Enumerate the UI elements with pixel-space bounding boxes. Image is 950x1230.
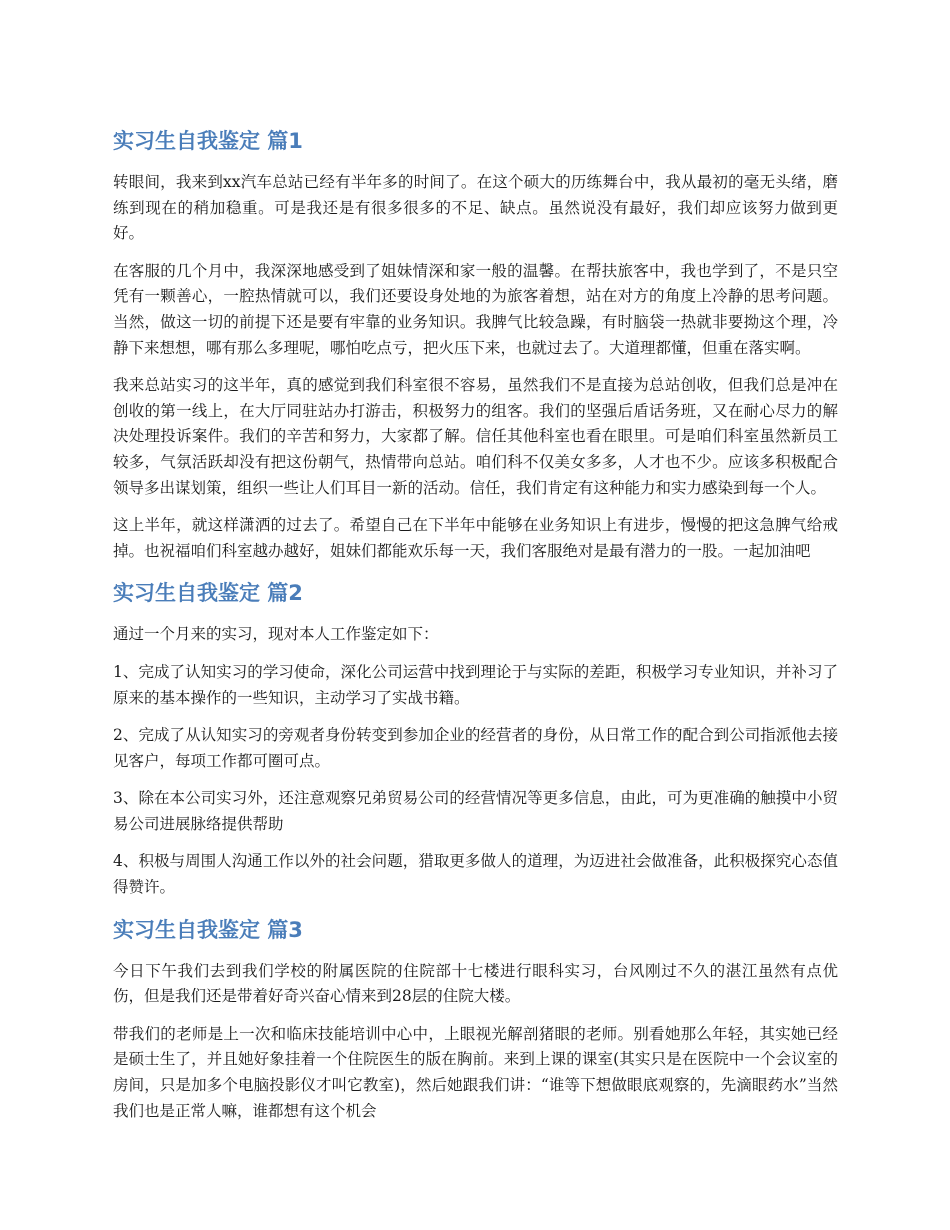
paragraph: 2、完成了从认知实习的旁观者身份转变到参加企业的经营者的身份，从日常工作的配合到公司指派他去接见客户，每项工作都可圈可点。 xyxy=(113,726,838,770)
section-title: 实习生自我鉴定 篇3 xyxy=(113,917,303,942)
paragraph: 4、积极与周围人沟通工作以外的社会问题，猎取更多做人的道理，为迈进社会做准备，此积极探究心态值得赞许。 xyxy=(113,852,838,897)
section-1 xyxy=(113,124,838,564)
paragraph: 通过一个月来的实习，现对本人工作鉴定如下： xyxy=(113,625,439,644)
paragraph: 我来总站实习的这半年，真的感觉到我们科室很不容易，虽然我们不是直接为总站创收，但我们总是冲在创收的第一线上，在大厅同驻站办打游击，积极努力的组客。我们的坚强后盾话务班，又在耐心尽力的解决处理投诉案件。我们的辛苦和努力，大家都了解。信任其他科室也看在眼里。可是咱们科室虽然新员工较多，气氛活跃却没有把这份朝气，热情带向总站。咱们科不仅美女多多，人才也不少。应该多积极配合领导多出谋划策，组织一些让人们耳目一新的活动。信任，我们肯定有这种能力和实力感染到每一个人。 xyxy=(113,376,838,497)
section-3 xyxy=(113,913,838,1125)
section-title: 实习生自我鉴定 篇2 xyxy=(113,581,303,606)
paragraph: 这上半年，就这样潇洒的过去了。希望自己在下半年中能够在业务知识上有进步，慢慢的把这急脾气给戒掉。也祝福咱们科室越办越好，姐妹们都能欢乐每一天，我们客服绝对是最有潜力的一股。一起加油吧 xyxy=(113,516,838,560)
paragraph: 带我们的老师是上一次和临床技能培训中心中，上眼视光解剖猪眼的老师。别看她那么年轻，其实她已经是硕士生了，并且她好象挂着一个住院医生的版在胸前。来到上课的课室(其实只是在医院中一个会议室的房间，只是加多个电脑投影仪才叫它教室)，然后她跟我们讲：“谁等下想做眼底观察的，先滴眼药水”当然我们也是正常人嘛，谁都想有这个机会 xyxy=(113,1024,838,1120)
paragraph: 转眼间，我来到xx汽车总站已经有半年多的时间了。在这个硕大的历练舞台中，我从最初的毫无头绪，磨练到现在的稍加稳重。可是我还是有很多很多的不足、缺点。虽然说没有最好，我们却应该努力做到更好。 xyxy=(113,173,838,243)
paragraph: 今日下午我们去到我们学校的附属医院的住院部十七楼进行眼科实习，台风刚过不久的湛江虽然有点优伤，但是我们还是带着好奇兴奋心情来到28层的住院大楼。 xyxy=(113,961,838,1006)
section-title: 实习生自我鉴定 篇1 xyxy=(113,129,303,153)
paragraph: 1、完成了认知实习的学习使命，深化公司运营中找到理论于与实际的差距，积极学习专业知识，并补习了原来的基本操作的一些知识，主动学习了实战书籍。 xyxy=(113,662,838,707)
section-2 xyxy=(113,576,838,900)
paragraph: 3、除在本公司实习外，还注意观察兄弟贸易公司的经营情况等更多信息，由此，可为更准确的触摸中小贸易公司进展脉络提供帮助 xyxy=(113,789,838,833)
paragraph: 在客服的几个月中，我深深地感受到了姐妹情深和家一般的温馨。在帮扶旅客中，我也学到了，不是只空凭有一颗善心，一腔热情就可以，我们还要设身处地的为旅客着想，站在对方的角度上冷静的思考问题。当然，做这一切的前提下还是要有牢靠的业务知识。我脾气比较急躁，有时脑袋一热就非要拗这个理，冷静下来想想，哪有那么多理呢，哪怕吃点亏，把火压下来，也就过去了。大道理都懂，但重在落实啊。 xyxy=(113,261,838,357)
